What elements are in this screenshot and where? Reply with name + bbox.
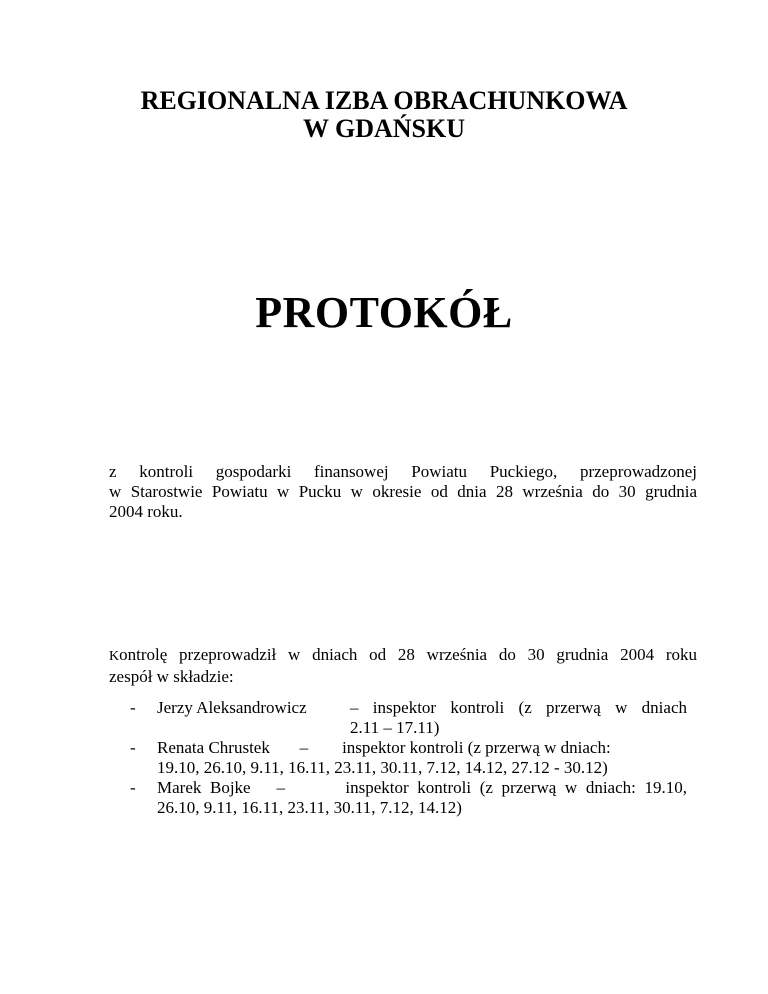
member-2-line-1: Renata Chrustek – inspektor kontroli (z przerwą w dniach:	[157, 738, 611, 757]
intro-paragraph	[109, 645, 697, 687]
member-3-line-1: Marek Bojke – inspektor kontroli (z przerwą w dniach: 19.10,	[157, 778, 687, 797]
list-bullet: -	[130, 738, 136, 757]
intro-line-1	[109, 645, 697, 667]
member-1-role	[350, 698, 687, 738]
document-title: PROTOKÓŁ	[255, 288, 513, 337]
intro-first-letter: K	[109, 649, 120, 664]
list-bullet: -	[130, 698, 136, 717]
intro-line-1-rest: ontrolę przeprowadził w dniach od 28 września do 30 grudnia 2004 roku	[119, 645, 697, 664]
subject-paragraph	[109, 462, 697, 522]
member-2-line-2: 19.10, 26.10, 9.11, 16.11, 23.11, 30.11, 7.12, 14.12, 27.12 - 30.12)	[157, 758, 608, 777]
member-2-entry	[157, 738, 687, 778]
subject-line-1: z kontroli gospodarki finansowej Powiatu Puckiego, przeprowadzonej	[109, 462, 697, 481]
member-1-name: Jerzy Aleksandrowicz	[157, 698, 307, 717]
institution-name-line-1: REGIONALNA IZBA OBRACHUNKOWA	[140, 86, 628, 115]
institution-name-line-2: W GDAŃSKU	[302, 114, 466, 143]
member-1-role-line-1: – inspektor kontroli (z przerwą w dniach	[350, 698, 687, 717]
member-1-role-line-2: 2.11 – 17.11)	[350, 718, 440, 737]
member-3-line-2: 26.10, 9.11, 16.11, 23.11, 30.11, 7.12, 14.12)	[157, 798, 462, 817]
intro-line-2: zespół w składzie:	[109, 667, 234, 686]
subject-line-3: 2004 roku.	[109, 502, 183, 521]
list-bullet: -	[130, 778, 136, 797]
member-3-entry	[157, 778, 687, 818]
subject-line-2: w Starostwie Powiatu w Pucku w okresie od dnia 28 września do 30 grudnia	[109, 482, 697, 501]
